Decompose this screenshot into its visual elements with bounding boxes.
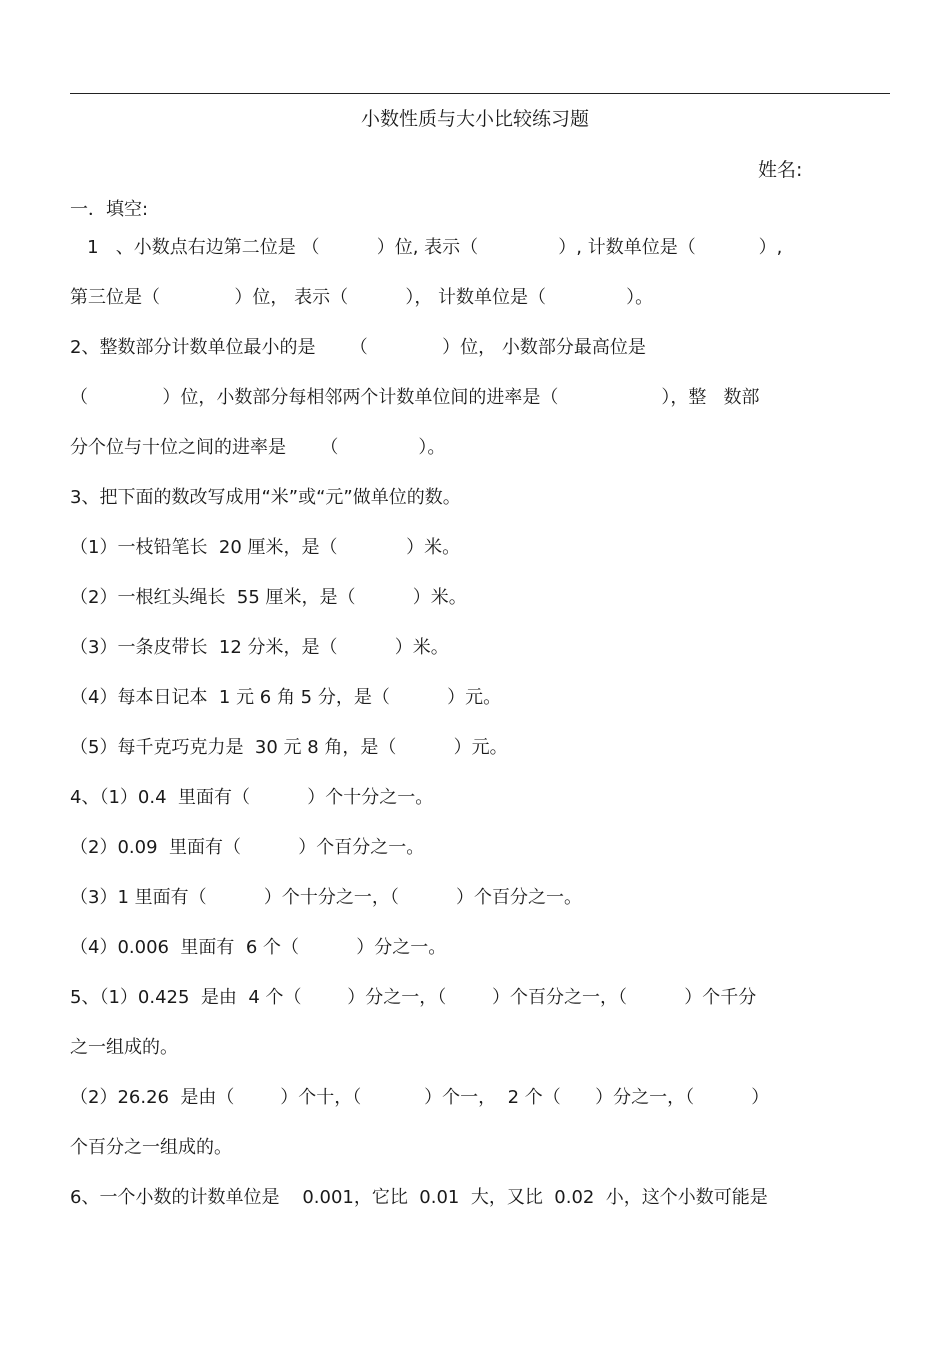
question-3-item-3: （3）一条皮带长 12 分米，是（ ）米。 <box>70 637 449 658</box>
header-rule <box>70 93 890 94</box>
question-3-item-5: （5）每千克巧克力是 30 元 8 角，是（ ）元。 <box>70 737 508 758</box>
question-2-line-1: 2、整数部分计数单位最小的是 （ ）位， 小数部分最高位是 <box>70 337 646 358</box>
question-5-item-1-line-1: 5、（1）0.425 是由 4 个（ ）分之一，（ ）个百分之一，（ ）个千分 <box>70 987 757 1008</box>
question-4-item-4: （4）0.006 里面有 6 个（ ）分之一。 <box>70 937 447 958</box>
question-2-line-2: （ ）位，小数部分每相邻两个计数单位间的进率是（ ），整 数部 <box>70 387 760 408</box>
question-4-item-3: （3）1 里面有（ ）个十分之一，（ ）个百分之一。 <box>70 887 583 908</box>
question-1-line-1: 1 、小数点右边第二位是 （ ）位, 表示（ ）, 计数单位是（ ）, <box>70 237 783 258</box>
question-5-item-2-line-1: （2）26.26 是由（ ）个十，（ ）个一， 2 个（ ）分之一，（ ） <box>70 1087 770 1108</box>
question-3-prompt: 3、把下面的数改写成用“米”或“元”做单位的数。 <box>70 487 461 508</box>
question-4-item-1: 4、（1）0.4 里面有（ ）个十分之一。 <box>70 787 434 808</box>
question-5-item-2-line-2: 个百分之一组成的。 <box>70 1137 232 1158</box>
question-3-item-2: （2）一根红头绳长 55 厘米，是（ ）米。 <box>70 587 467 608</box>
section-heading-fill-blank: 一．填空: <box>70 199 149 220</box>
page-title: 小数性质与大小比较练习题 <box>360 108 589 130</box>
question-3-item-1: （1）一枝铅笔长 20 厘米，是（ ）米。 <box>70 537 461 558</box>
question-1-line-2: 第三位是（ ）位， 表示（ ）， 计数单位是（ ）。 <box>70 287 654 308</box>
name-label: 姓名: <box>758 159 803 181</box>
question-3-item-4: （4）每本日记本 1 元 6 角 5 分，是（ ）元。 <box>70 687 502 708</box>
question-2-line-3: 分个位与十位之间的进率是 （ ）。 <box>70 437 446 458</box>
question-6-line-1: 6、一个小数的计数单位是 0.001，它比 0.01 大，又比 0.02 小，这个小数可能是 <box>70 1187 768 1208</box>
question-5-item-1-line-2: 之一组成的。 <box>70 1037 178 1058</box>
question-4-item-2: （2）0.09 里面有（ ）个百分之一。 <box>70 837 425 858</box>
